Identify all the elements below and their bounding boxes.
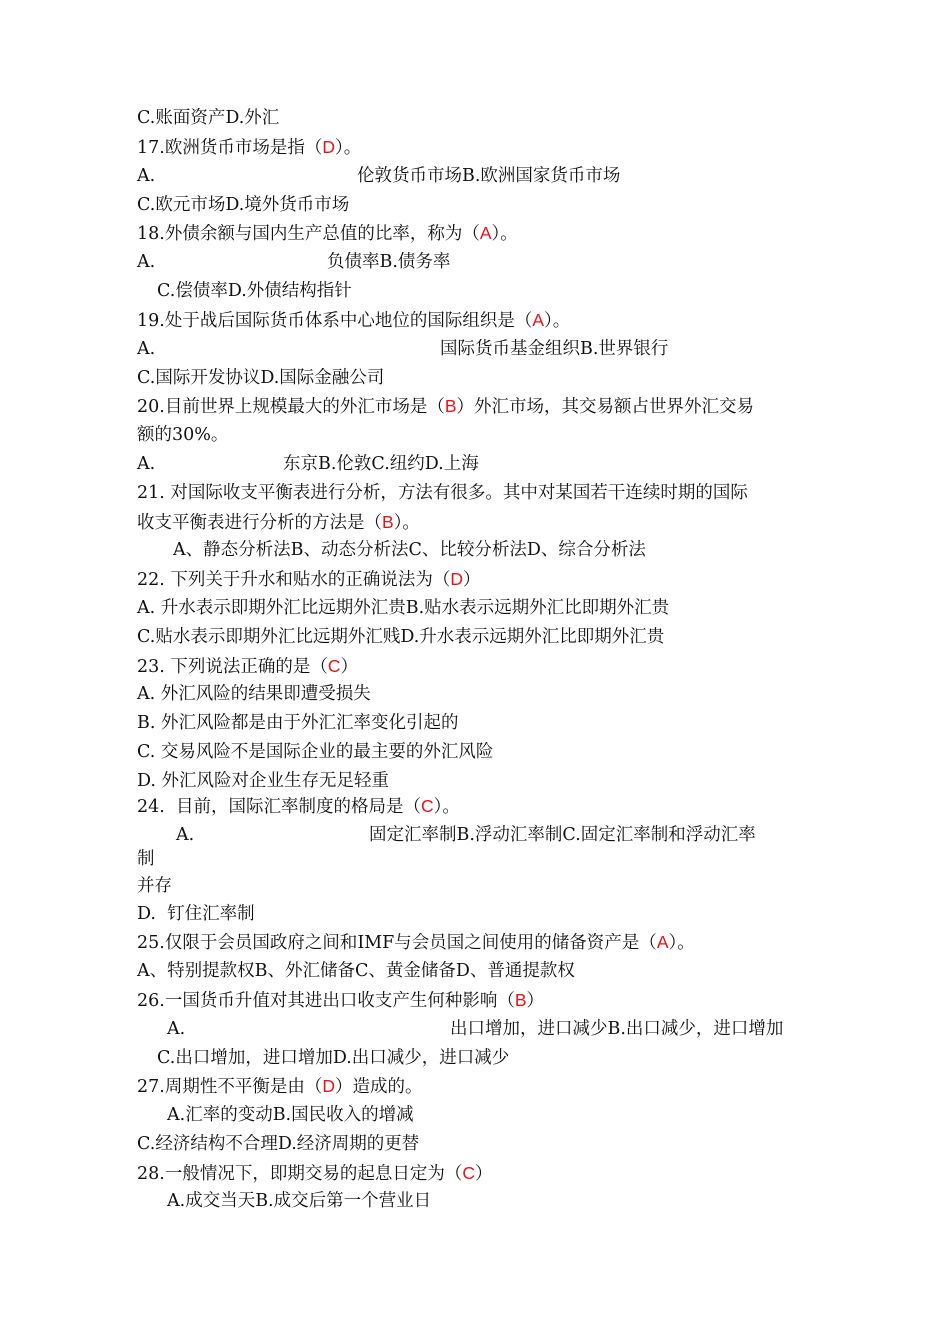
answer-letter: B — [514, 990, 527, 1010]
option-line: C.贴水表示即期外汇比远期外汇贱D.升水表示远期外汇比即期外汇贵 — [137, 627, 665, 647]
answer-letter: B — [444, 396, 457, 416]
option-line: 伦敦货币市场B.欧洲国家货币市场 — [357, 166, 621, 186]
answer-letter: B — [382, 512, 394, 532]
answer-letter: C — [462, 1163, 475, 1183]
question-text: 22. 下列关于升水和贴水的正确说法为（ — [137, 570, 451, 590]
question-line — [137, 1074, 422, 1099]
question-text: 28.一般情况下，即期交易的起息日定为（ — [137, 1164, 463, 1184]
question-line — [137, 308, 570, 333]
question-line — [137, 930, 695, 955]
question-text: 收支平衡表进行分析的方法是（ — [137, 513, 382, 533]
option-line: C.欧元市场D.境外货币市场 — [137, 195, 350, 215]
question-line — [137, 1161, 492, 1186]
question-text-tail: ）。 — [668, 933, 695, 953]
option-line: A. 升水表示即期外汇比远期外汇贵B.贴水表示远期外汇比即期外汇贵 — [137, 598, 670, 618]
option-line: 固定汇率制B.浮动汇率制C.固定汇率制和浮动汇率 — [369, 825, 756, 845]
question-line — [137, 510, 420, 535]
option-line: C.账面资产D.外汇 — [137, 108, 280, 128]
option-marker: A. — [137, 339, 156, 359]
question-text: 20.目前世界上规模最大的外汇市场是（ — [137, 397, 445, 417]
option-line: A. 外汇风险的结果即遭受损失 — [137, 684, 371, 704]
option-marker: A. — [167, 1019, 186, 1039]
option-marker: A. — [137, 252, 156, 272]
answer-letter: C — [327, 656, 341, 676]
question-text: 25.仅限于会员国政府之间和IMF与会员国之间使用的储备资产是（ — [137, 933, 657, 953]
option-line: A、静态分析法B、动态分析法C、比较分析法D、综合分析法 — [173, 540, 646, 560]
option-line: A、特别提款权B、外汇储备C、黄金储备D、普通提款权 — [137, 961, 575, 981]
option-line: 负债率B.债务率 — [327, 252, 451, 272]
question-line — [137, 988, 544, 1013]
question-text: 18.外债余额与国内生产总值的比率，称为（ — [137, 224, 480, 244]
question-text: 23. 下列说法正确的是（ — [137, 657, 328, 677]
option-marker: A. — [137, 166, 156, 186]
question-text: 17.欧洲货币市场是指（ — [137, 138, 323, 158]
question-continuation: 额的30%。 — [137, 425, 229, 445]
question-line — [137, 394, 754, 419]
question-text-tail: ） — [463, 570, 481, 590]
question-line — [137, 221, 518, 246]
answer-letter: C — [420, 796, 434, 816]
question-line — [137, 794, 460, 819]
answer-letter: D — [322, 1076, 335, 1096]
question-text-tail: ）外汇市场，其交易额占世界外汇交易 — [456, 397, 755, 417]
option-line: A.汇率的变动B.国民收入的增减 — [167, 1105, 414, 1125]
question-text-tail: ）。 — [433, 797, 460, 817]
question-text-tail: ）造成的。 — [334, 1077, 423, 1097]
option-line: C.国际开发协议D.国际金融公司 — [137, 368, 385, 388]
option-line: B. 外汇风险都是由于外汇汇率变化引起的 — [137, 713, 459, 733]
option-line: 东京B.伦敦C.纽约D.上海 — [283, 454, 479, 474]
option-line: C. 交易风险不是国际企业的最主要的外汇风险 — [137, 742, 494, 762]
question-text-tail: ） — [340, 657, 359, 677]
question-text: 24. 目前，国际汇率制度的格局是（ — [137, 797, 421, 817]
question-text-tail: ） — [526, 991, 545, 1011]
answer-letter: D — [450, 569, 464, 589]
option-line: C.出口增加，进口增加D.出口减少，进口减少 — [157, 1048, 510, 1068]
question-line — [137, 567, 481, 592]
question-text-tail: ） — [474, 1164, 493, 1184]
answer-letter: A — [479, 223, 492, 243]
answer-letter: A — [656, 932, 669, 952]
question-text-tail: ）。 — [393, 513, 420, 533]
question-line — [137, 654, 358, 679]
option-continuation: 制 — [137, 849, 155, 869]
question-line: 21. 对国际收支平衡表进行分析，方法有很多。其中对某国若干连续时期的国际 — [137, 483, 748, 503]
option-line: 出口增加，进口减少B.出口减少，进口增加 — [450, 1019, 784, 1039]
question-text: 27.周期性不平衡是由（ — [137, 1077, 323, 1097]
question-line — [137, 135, 361, 160]
option-line: C.偿债率D.外债结构指针 — [157, 281, 352, 301]
option-line: D. 外汇风险对企业生存无足轻重 — [137, 771, 390, 791]
question-text: 19.处于战后国际货币体系中心地位的国际组织是（ — [137, 311, 533, 331]
answer-letter: D — [322, 137, 335, 157]
answer-letter: A — [532, 310, 545, 330]
question-text-tail: ）。 — [491, 224, 518, 244]
option-marker: A. — [137, 454, 156, 474]
option-line: 国际货币基金组织B.世界银行 — [440, 339, 669, 359]
option-line: A.成交当天B.成交后第一个营业日 — [167, 1191, 432, 1211]
option-line: D. 钉住汇率制 — [137, 904, 255, 924]
question-text-tail: ）。 — [544, 311, 571, 331]
option-marker: A. — [176, 825, 195, 845]
option-continuation: 并存 — [137, 876, 172, 896]
question-text-tail: ）。 — [334, 138, 362, 158]
question-text: 26.一国货币升值对其进出口收支产生何种影响（ — [137, 991, 515, 1011]
option-line: C.经济结构不合理D.经济周期的更替 — [137, 1134, 420, 1154]
